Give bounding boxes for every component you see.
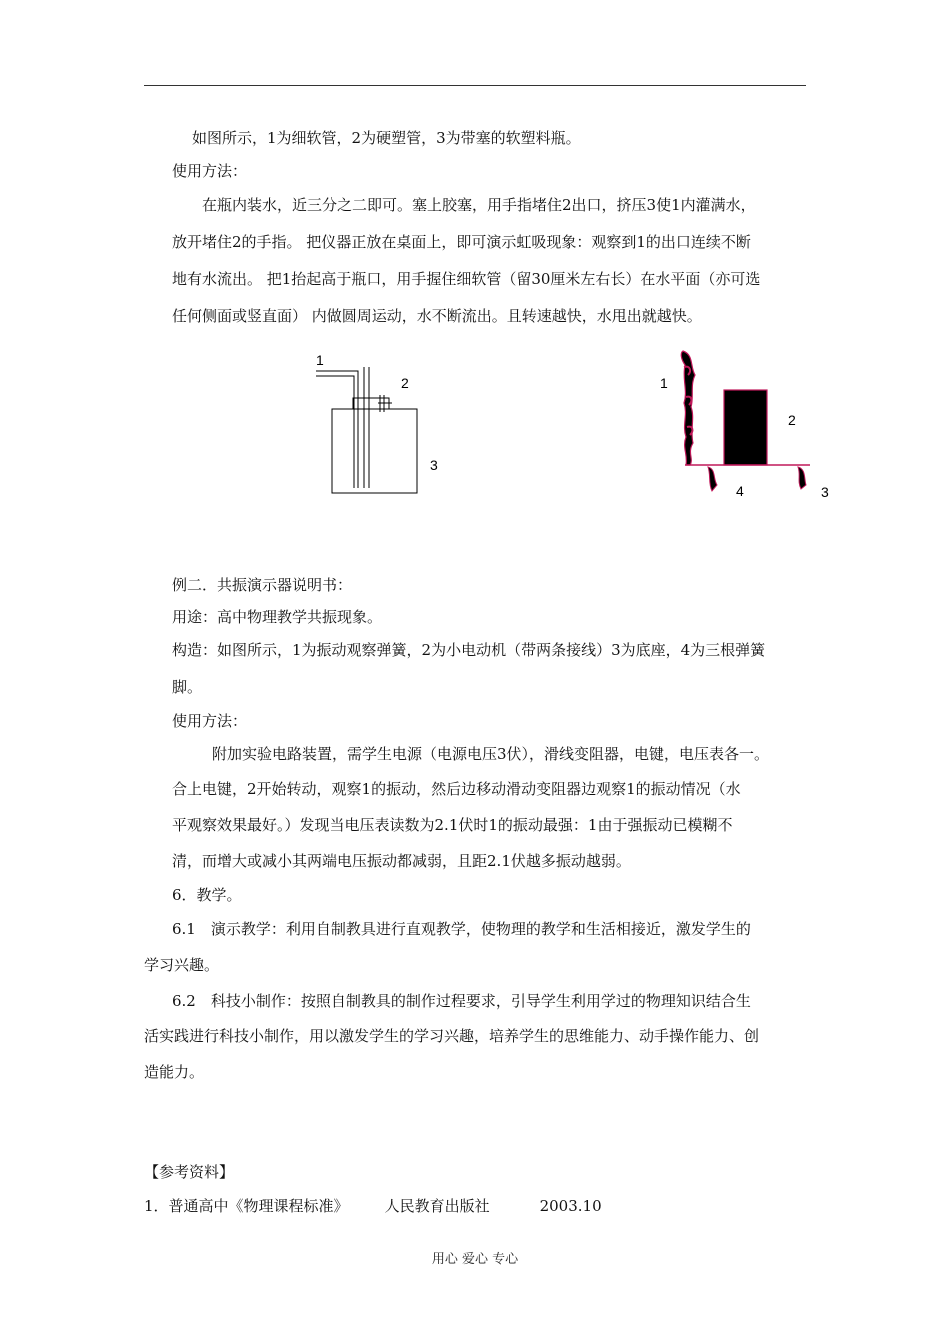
section-6-title: 6．教学。 <box>172 886 242 904</box>
bottle-body <box>332 409 417 493</box>
fig1-label-1: 1 <box>316 352 324 368</box>
usage-line-1: 在瓶内装水，近三分之二即可。塞上胶塞，用手指堵住2出口，挤压3使1内灌满水， <box>202 196 756 214</box>
reference-number: 1． <box>144 1197 169 1215</box>
fig2-label-4: 4 <box>736 483 744 499</box>
reference-publisher: 人民教育出版社 <box>384 1197 490 1215</box>
fig1-label-2: 2 <box>401 375 409 391</box>
soft-tube <box>316 371 358 488</box>
usage-heading: 使用方法： <box>172 162 248 180</box>
paragraph-intro: 如图所示，1为细软管，2为硬塑管，3为带塞的软塑料瓶。 <box>192 129 581 147</box>
usage2-line-4: 清，而增大或减小其两端电压振动都减弱，且距2.1伏越多振动越弱。 <box>172 852 631 870</box>
fig1-label-3: 3 <box>430 457 438 473</box>
fig2-label-3: 3 <box>821 484 829 500</box>
structure-line-1: 构造：如图所示，1为振动观察弹簧，2为小电动机（带两条接线）3为底座，4为三根弹簧 <box>172 641 766 659</box>
section-6-2-line-3: 造能力。 <box>144 1063 205 1081</box>
usage2-line-2: 合上电键，2开始转动，观察1的振动，然后边移动滑动变阻器边观察1的振动情况（水 <box>172 780 741 798</box>
usage-line-4: 任何侧面或竖直面） 内做圆周运动，水不断流出。且转速越快，水甩出就越快。 <box>172 307 702 325</box>
example-two-title: 例二．共振演示器说明书： <box>172 576 353 594</box>
usage-line-2: 放开堵住2的手指。 把仪器正放在桌面上，即可演示虹吸现象：观察到1的出口连续不断 <box>172 233 751 251</box>
section-6-2-line-1: 6.2 科技小制作：按照自制教具的制作过程要求，引导学生利用学过的物理知识结合生 <box>172 992 751 1010</box>
reference-title: 普通高中《物理课程标准》 <box>168 1197 349 1215</box>
purpose-line: 用途：高中物理教学共振现象。 <box>172 608 383 626</box>
fig2-label-1: 1 <box>660 375 668 391</box>
section-6-2-line-2: 活实践进行科技小制作，用以激发学生的学习兴趣，培养学生的思维能力、动手操作能力、创 <box>144 1027 760 1045</box>
usage-line-3: 地有水流出。 把1抬起高于瓶口，用手握住细软管（留30厘米左右长）在水平面（亦可选 <box>172 270 761 288</box>
header-rule <box>144 85 806 86</box>
section-6-1-line-1: 6.1 演示教学：利用自制教具进行直观教学，使物理的教学和生活相接近，激发学生的 <box>172 920 751 938</box>
usage2-line-3: 平观察效果最好。）发现当电压表读数为2.1伏时1的振动最强：1由于强振动已模糊不 <box>172 816 733 834</box>
page-footer: 用心 爱心 专心 <box>431 1252 519 1267</box>
usage2-heading: 使用方法： <box>172 712 248 730</box>
references-heading: 【参考资料】 <box>144 1163 235 1181</box>
resonance-figure <box>650 345 840 505</box>
reference-year: 2003.10 <box>539 1197 602 1215</box>
motor-block <box>724 390 767 465</box>
structure-line-2: 脚。 <box>172 678 203 696</box>
fig2-label-2: 2 <box>788 412 796 428</box>
spring-foot-right <box>798 467 806 489</box>
section-6-1-line-2: 学习兴趣。 <box>144 956 220 974</box>
reference-item-1 <box>144 1196 602 1216</box>
usage2-line-1: 附加实验电路装置，需学生电源（电源电压3伏），滑线变阻器，电键，电压表各一。 <box>212 745 770 763</box>
siphon-figure <box>300 345 450 500</box>
spring-foot-left <box>708 467 717 491</box>
